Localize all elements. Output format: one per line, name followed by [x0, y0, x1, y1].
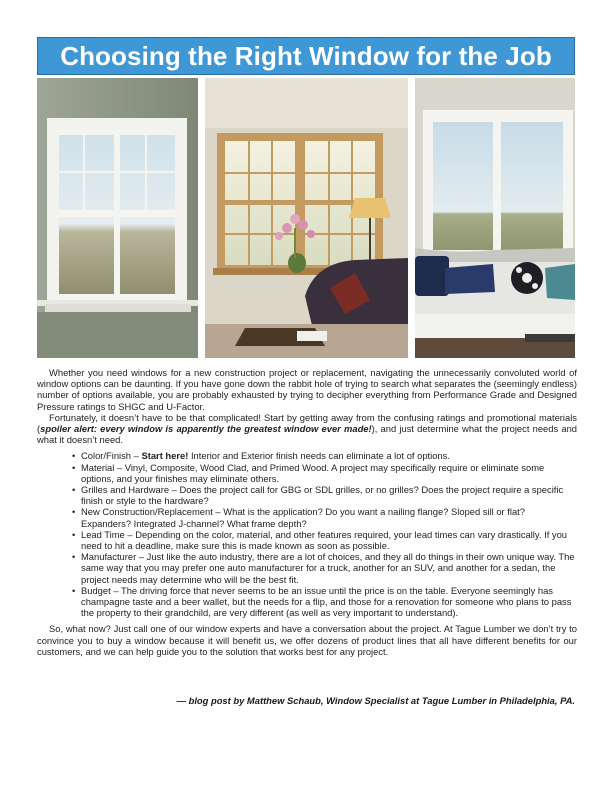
list-item-text: Budget – The driving force that never seems to be an issue until the price is on the table. Everyone seemingly has champagne taste and a beer wallet, but the needs for a flip, and those for a renovation for someone who plans to pass the property to their grandchild, are very different (as well as very important to understand). — [81, 584, 572, 619]
list-item — [72, 551, 577, 585]
second-paragraph-text: Fortunately, it doesn’t have to be that complicated! Start by getting away from the confusing ratings and promotional materials ( — [37, 411, 577, 435]
intro-paragraph: Whether you need windows for a new construction project or replacement, navigating the unnecessarily convoluted world of window options can be daunting. If you have gone down the rabbit hole of trying to search what separates the (seemingly endless) number of options available, you are probably exhausted by trying to decipher everything from Performance Grade and Designed Pressure ratings to SHGC and U-Factor. — [37, 367, 577, 412]
photo-double-hung-window — [37, 78, 198, 358]
list-item — [72, 484, 577, 506]
bullet-glyph: • — [72, 450, 76, 462]
list-item — [72, 529, 577, 551]
list-item — [72, 585, 577, 619]
page-title: Choosing the Right Window for the Job — [60, 41, 552, 71]
list-item — [72, 462, 577, 484]
second-paragraph — [37, 412, 577, 446]
photo-wood-window-living-room — [205, 78, 408, 358]
photo-sliding-window-sofa — [415, 78, 575, 358]
bullet-glyph: • — [72, 528, 76, 540]
list-item-text: Grilles and Hardware – Does the project call for GBG or SDL grilles, or no grilles? Does the project require a specific finish or style to the hardware? — [81, 484, 564, 507]
list-item-text: Interior and Exterior finish needs can eliminate a lot of options. — [188, 450, 450, 462]
bullet-glyph: • — [72, 506, 76, 518]
criteria-list — [37, 450, 577, 618]
second-paragraph-end: ), and just determine what the project needs and what it doesn’t need. — [37, 423, 577, 446]
bullet-glyph: • — [72, 551, 76, 563]
list-item-emphasis: Start here! — [141, 450, 189, 462]
article-body — [37, 367, 577, 657]
list-item — [72, 506, 577, 528]
author-signature: — blog post by Matthew Schaub, Window Specialist at Tague Lumber in Philadelphia, PA. — [176, 695, 575, 706]
list-item-text: Material – Vinyl, Composite, Wood Clad, and Primed Wood. A project may specifically require or eliminate some options, and your finishes may eliminate others. — [81, 461, 545, 484]
list-item-text: New Construction/Replacement – What is the application? Do you want a nailing flange? Sloped sill or flat? Expanders? Integrated J-channel? What frame depth? — [81, 506, 525, 529]
list-item-text: Lead Time – Depending on the color, material, and other features required, your lead times can vary drastically. If you need to hit a deadline, make sure this is made known as soon as possible. — [81, 528, 568, 552]
bullet-glyph: • — [72, 584, 76, 596]
list-item-text: Manufacturer – Just like the auto industry, there are a lot of choices, and they all do things in their own unique way. The same way that you may prefer one auto manufacturer for a truck, another for an SUV, and another for a sedan, the project needs may determine who will be the best fit. — [81, 551, 575, 585]
list-item-text: Color/Finish – — [81, 450, 142, 462]
bullet-glyph: • — [72, 484, 76, 496]
title-banner — [37, 37, 575, 75]
spoiler-alert-text: spoiler alert: every window is apparently the greatest window ever made! — [40, 423, 372, 435]
list-item — [72, 450, 577, 461]
closing-paragraph: So, what now? Just call one of our window experts and have a conversation about the project. At Tague Lumber we don’t try to convince you to buy a window because it will benefit us, we offer dozens of product lines that all have different benefits for our customers, and we can help guide you to the solution that works best for any project. — [37, 623, 577, 657]
bullet-glyph: • — [72, 461, 76, 473]
